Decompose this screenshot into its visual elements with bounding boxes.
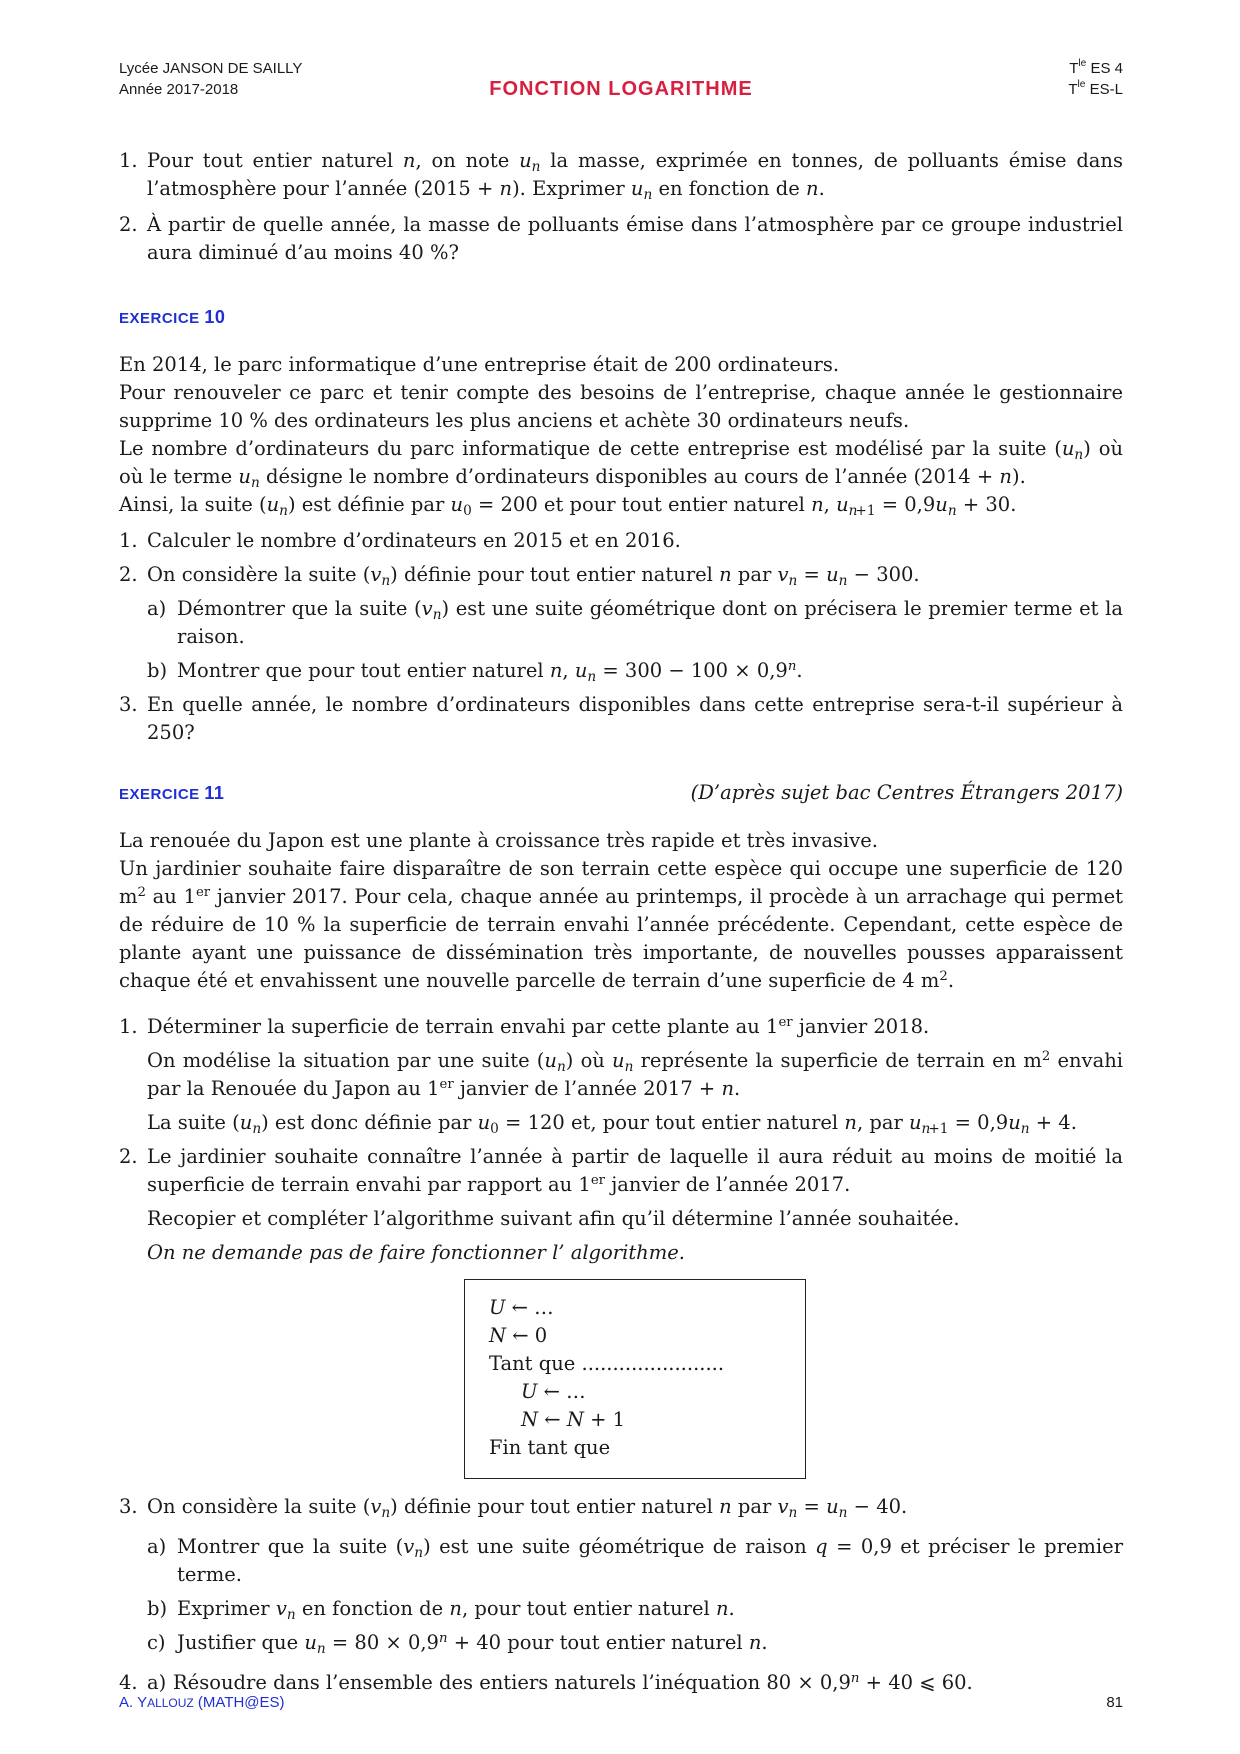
exercise-10-title: EXERCICE 10 — [119, 307, 226, 327]
exercise-11-source: (D’après sujet bac Centres Étrangers 2017) — [690, 781, 1123, 804]
algo-line-2: N ← 0 — [489, 1324, 548, 1347]
exercise-11-title: EXERCICE 11 — [119, 783, 225, 803]
ex10-intro-1: En 2014, le parc informatique d’une entreprise était de 200 ordinateurs. — [119, 353, 840, 376]
ex10-question-1: 1. Calculer le nombre d’ordinateurs en 2015 et en 2016. — [119, 529, 681, 552]
ex10-question-2b: b) Montrer que pour tout entier naturel n, $u_n = 300 - 100 \times 0,9^n$. — [147, 659, 803, 685]
algo-line-5: N ← N + 1 — [521, 1408, 626, 1431]
algo-line-4: U ← … — [521, 1380, 586, 1403]
ex11-question-3a: a) Montrer que la suite $(v_n)$ est une suite géométrique de raison q = 0,9 et préciser le premier terme. — [147, 1535, 1124, 1586]
page-title: FONCTION LOGARITHME — [489, 78, 753, 100]
page-content — [119, 147, 1123, 1697]
ex11-question-2: 2. Le jardinier souhaite connaître l’année à partir de laquelle il aura réduit au moins de moitié la superficie de terrain envahi par rapport au 1er janvier de l’année 2017. — [119, 1145, 1123, 1196]
ex10-question-3: 3. En quelle année, le nombre d’ordinateurs disponibles dans cette entreprise sera-t-il supérieur à 250? — [119, 693, 1123, 744]
algorithm-box — [464, 1279, 806, 1479]
ex10-intro-3: Le nombre d’ordinateurs du parc informatique de cette entreprise est modélisé par la suite $(u_n)$ où où le terme $u_n$ désigne le nombre d’ordinateurs disponibles au cours de l’année (2014 + n). — [119, 437, 1124, 491]
algorithm-container — [147, 1279, 1123, 1479]
ex11-q1-model: On modélise la situation par une suite $(u_n)$ où $u_n$ représente la superficie de terrain en $m^2$ envahi par la Renouée du Japon au 1er janvier de l’année 2017 + n. — [147, 1049, 1123, 1100]
ex10-question-2a: a) Démontrer que la suite $(v_n)$ est une suite géométrique dont on précisera le premier terme et la raison. — [147, 597, 1123, 648]
ex11-question-4a: 4. a) Résoudre dans l’ensemble des entiers naturels l’inéquation $80 \times 0,9^n + 40$ ⩽ 60. — [119, 1671, 973, 1694]
ex11-question-3c: c) Justifier que $u_n = 80 \times 0,9^n + 40$ pour tout entier naturel n. — [147, 1631, 768, 1657]
ex11-intro-2: Un jardinier souhaite faire disparaître de son terrain cette espèce qui occupe une superficie de 120 $m^2$ au 1er janvier 2017. Pour cela, chaque année au printemps, il procède à un arrachage qui permet de réduire de 10 % la superficie de terrain envahi l’année précédente. Cependant, cette espèce de plante ayant une puissance de dissémination très importante, de nouvelles pousses apparaissent chaque été et envahissent une nouvelle parcelle de terrain d’une superficie de 4 $m^2$. — [119, 857, 1123, 992]
ex10-question-2: 2. On considère la suite $(v_n)$ définie pour tout entier naturel n par $v_n = u_n - 300$. — [119, 563, 920, 589]
ex11-question-1: 1. Déterminer la superficie de terrain envahi par cette plante au 1er janvier 2018. — [119, 1015, 930, 1038]
ex11-question-3b: b) Exprimer $v_n$ en fonction de n, pour tout entier naturel n. — [147, 1597, 735, 1623]
header-right — [1068, 58, 1123, 100]
school-year: Année 2017-2018 — [119, 81, 239, 98]
exercise-10-header — [119, 303, 1123, 333]
school-name: Lycée JANSON DE SAILLY — [119, 60, 303, 77]
ex11-intro-1: La renouée du Japon est une plante à croissance très rapide et très invasive. — [119, 829, 878, 852]
ex11-q1-definition: La suite $(u_n)$ est donc définie par $u_0 = 120$ et, pour tout entier naturel n, par $u_{n+1} = 0,9u_n + 4$. — [147, 1111, 1077, 1137]
ex9-question-1: 1. Pour tout entier naturel n, on note $u_n$ la masse, exprimée en tonnes, de polluants émise dans l’atmosphère pour l’année (2015 + n). Exprimer $u_n$ en fonction de n. — [119, 149, 1123, 203]
ex9-question-2: 2. À partir de quelle année, la masse de polluants émise dans l’atmosphère par ce groupe industriel aura diminué d’au moins 40 %? — [119, 213, 1123, 264]
class-label-2: $T^{le}$ ES-L — [1068, 79, 1123, 98]
ex10-intro-2: Pour renouveler ce parc et tenir compte des besoins de l’entreprise, chaque année le gestionnaire supprime 10 % des ordinateurs les plus anciens et achète 30 ordinateurs neufs. — [119, 381, 1123, 432]
page-number: 81 — [1106, 1694, 1123, 1711]
ex11-question-3: 3. On considère la suite $(v_n)$ définie pour tout entier naturel n par $v_n = u_n - 40$. — [119, 1495, 908, 1521]
algo-line-3: Tant que ....................... — [489, 1352, 725, 1375]
algo-line-6: Fin tant que — [489, 1436, 611, 1459]
ex11-q2-note: On ne demande pas de faire fonctionner l’ algorithme. — [147, 1241, 685, 1264]
exercise-11-header — [119, 779, 1123, 809]
footer-author: A. YALLOUZ (MATH@ES) — [119, 1694, 285, 1711]
ex11-q2-instruction: Recopier et compléter l’algorithme suivant afin qu’il détermine l’année souhaitée. — [147, 1207, 960, 1230]
class-label-1: $T^{le}$ ES 4 — [1069, 58, 1123, 77]
page-header — [119, 58, 1123, 108]
ex10-intro-4: Ainsi, la suite $(u_n)$ est définie par $u_0 = 200$ et pour tout entier naturel n, $u_{n+1} = 0,9u_n + 30$. — [119, 493, 1017, 519]
algo-line-1: U ← … — [489, 1296, 554, 1319]
